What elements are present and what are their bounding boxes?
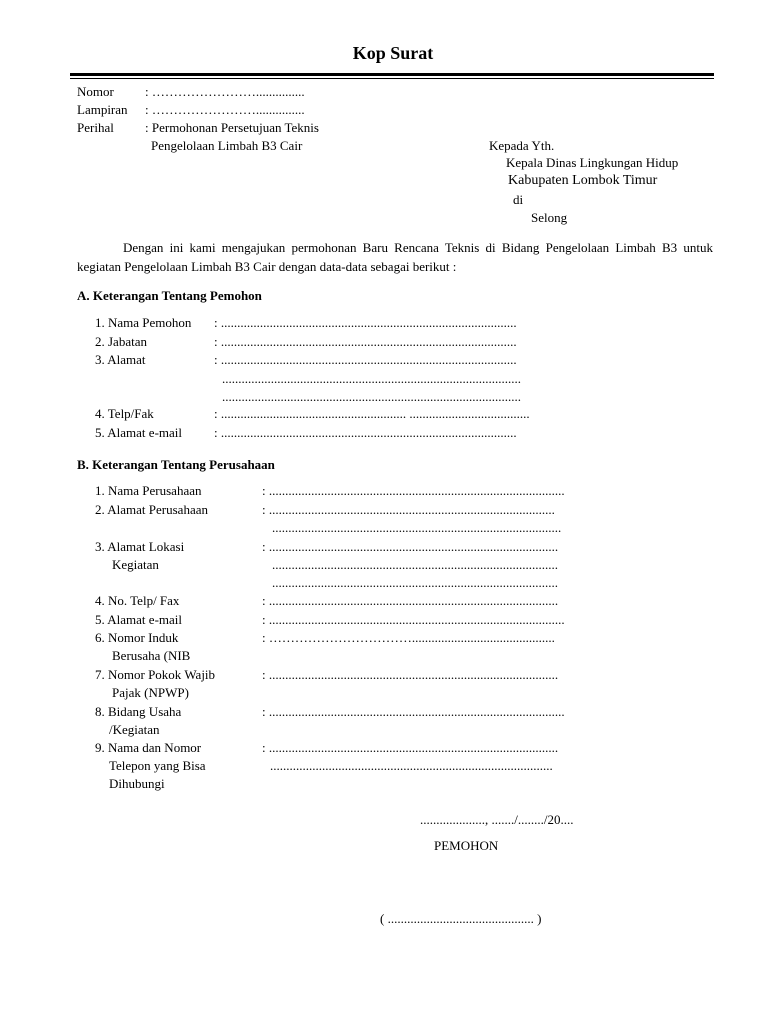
kontak-label-line3: Dihubungi (109, 776, 165, 791)
perusahaan-nama-label: 1. Nama Perusahaan (95, 483, 202, 498)
pemohon-telp-field: : ......................................................... ..................................... (214, 406, 530, 421)
pemohon-email-field: : ........................................................................................... (214, 425, 517, 440)
recipient-city: Selong (531, 210, 568, 225)
lokasi-kegiatan-label-line2: Kegiatan (112, 557, 159, 572)
perusahaan-email-label: 5. Alamat e-mail (95, 612, 183, 627)
pemohon-jabatan-label: 2. Jabatan (95, 334, 147, 349)
perusahaan-nama-field: : ........................................................................................... (262, 483, 565, 498)
perusahaan-alamat-line2: ......................................................................................... (272, 520, 562, 535)
pemohon-nama-label: 1. Nama Pemohon (95, 315, 192, 330)
perusahaan-telp-label: 4. No. Telp/ Fax (95, 593, 180, 608)
nib-label: 6. Nomor Induk (95, 630, 179, 645)
pemohon-alamat-label: 3. Alamat (95, 352, 146, 367)
kontak-field: : ......................................................................................... (262, 740, 559, 755)
npwp-label-line2: Pajak (NPWP) (112, 685, 189, 700)
kontak-label: 9. Nama dan Nomor (95, 740, 202, 755)
signature-role: PEMOHON (434, 838, 499, 853)
npwp-label: 7. Nomor Pokok Wajib (95, 667, 216, 682)
signature-place-date: ...................., ......./......../20.... (420, 812, 574, 827)
lampiran-value: : ……………………............... (145, 102, 305, 117)
perihal-value-line2: Pengelolaan Limbah B3 Cair (151, 138, 303, 153)
recipient-di: di (513, 192, 524, 207)
signature-name-line: ( ............................................. ) (380, 911, 542, 926)
nib-label-line2: Berusaha (NIB (112, 648, 191, 663)
pemohon-telp-label: 4. Telp/Fak (95, 406, 154, 421)
pemohon-alamat-line2: ............................................................................................ (222, 371, 521, 386)
perusahaan-telp-field: : ......................................................................................... (262, 593, 559, 608)
section-a-heading: A. Keterangan Tentang Pemohon (77, 288, 262, 303)
pemohon-nama-field: : ........................................................................................... (214, 315, 517, 330)
perusahaan-alamat-label: 2. Alamat Perusahaan (95, 502, 208, 517)
lampiran-label: Lampiran (77, 102, 128, 117)
npwp-field: : ......................................................................................... (262, 667, 559, 682)
pemohon-email-label: 5. Alamat e-mail (95, 425, 183, 440)
letterhead-title: Kop Surat (352, 43, 434, 63)
nomor-value: : ……………………............... (145, 84, 305, 99)
recipient-office: Kepala Dinas Lingkungan Hidup (506, 155, 679, 170)
intro-paragraph: Dengan ini kami mengajukan permohonan Baru Rencana Teknis di Bidang Pengelolaan Limbah B3 untuk kegiatan Pengelolaan Limbah B3 Cair dengan data-data sebagai berikut : (77, 240, 713, 274)
pemohon-alamat-line3: ............................................................................................ (222, 389, 521, 404)
pemohon-alamat-field: : ........................................................................................... (214, 352, 517, 367)
bidang-usaha-field: : ........................................................................................... (262, 704, 565, 719)
perusahaan-alamat-field: : ........................................................................................ (262, 502, 555, 517)
recipient-region: Kabupaten Lombok Timur (508, 173, 658, 188)
kontak-label-line2: Telepon yang Bisa (109, 758, 206, 773)
bidang-usaha-label: 8. Bidang Usaha (95, 704, 182, 719)
bidang-usaha-label-line2: /Kegiatan (109, 722, 160, 737)
letterhead-rule-thick (70, 73, 714, 76)
perihal-value-line1: : Permohonan Persetujuan Teknis (145, 120, 319, 135)
lokasi-kegiatan-line2: ........................................................................................ (272, 557, 558, 572)
letterhead-rule-thin (70, 78, 714, 79)
nib-field: : ……………………………............................................ (262, 630, 555, 645)
lokasi-kegiatan-label: 3. Alamat Lokasi (95, 539, 185, 554)
kontak-field-line2: ....................................................................................... (270, 758, 553, 773)
lokasi-kegiatan-line3: ........................................................................................ (272, 575, 558, 590)
recipient-greeting: Kepada Yth. (489, 138, 555, 153)
nomor-label: Nomor (77, 84, 114, 99)
perihal-label: Perihal (77, 120, 114, 135)
lokasi-kegiatan-field: : ......................................................................................... (262, 539, 559, 554)
pemohon-jabatan-field: : ........................................................................................... (214, 334, 517, 349)
perusahaan-email-field: : ........................................................................................... (262, 612, 565, 627)
section-b-heading: B. Keterangan Tentang Perusahaan (77, 457, 275, 472)
